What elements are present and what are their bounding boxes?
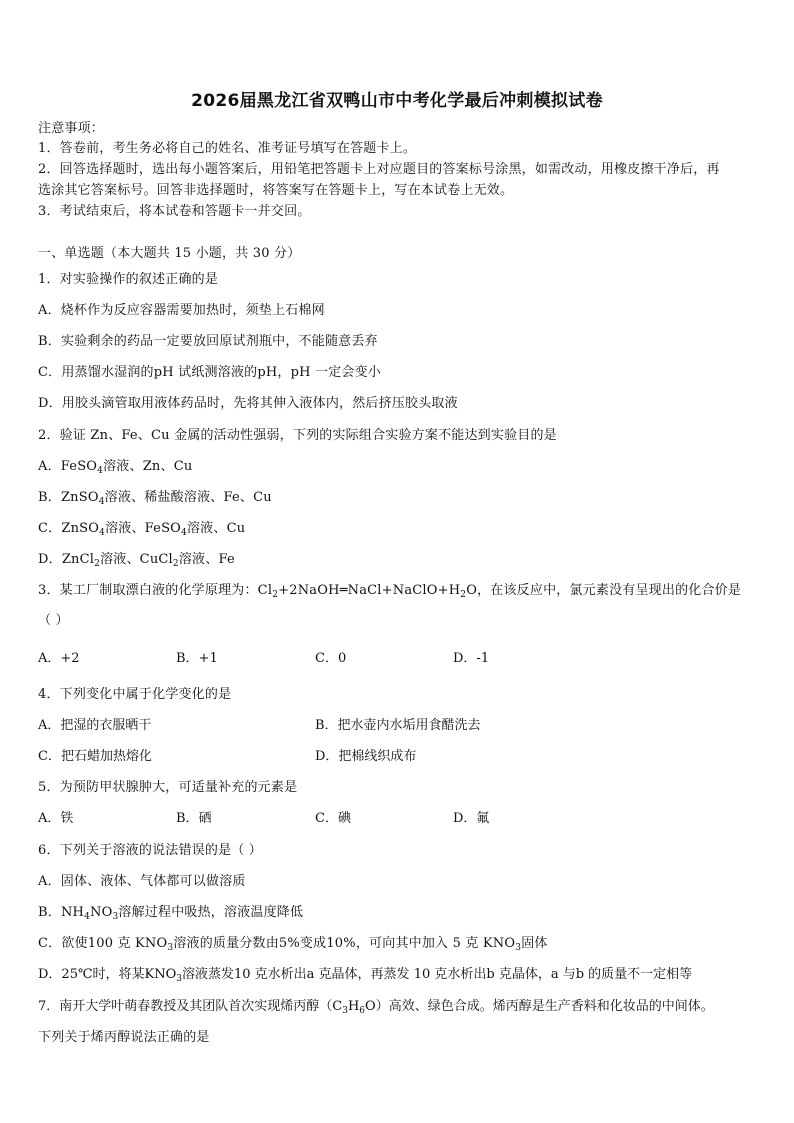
q1-option-d: D．用胶头滴管取用液体药品时，先将其伸入液体内，然后挤压胶头取液 <box>38 396 458 411</box>
q2-option-b: B．ZnSO$_4$溶液、稀盐酸溶液、Fe、Cu <box>38 490 272 507</box>
q3-option-d: D．-1 <box>453 651 490 666</box>
q3-option-c: C．0 <box>315 651 347 666</box>
q2-option-c: C．ZnSO$_4$溶液、FeSO$_4$溶液、Cu <box>38 521 246 538</box>
q3-option-b: B．+1 <box>176 651 218 666</box>
q2-stem: 2．验证 Zn、Fe、Cu 金属的活动性强弱，下列的实际组合实验方案不能达到实验目的是 <box>38 428 557 443</box>
q3-stem: 3．某工厂制取漂白液的化学原理为：$Cl_2+2NaOH═NaCl+NaClO+H_2O$，在该反应中，氯元素没有呈现出的化合价是 <box>38 583 742 600</box>
q6-stem: 6．下列关于溶液的说法错误的是（ ） <box>38 843 263 858</box>
notice-item-3: 3．考试结束后，将本试卷和答题卡一并交回。 <box>38 204 311 219</box>
page-title: 2026届黑龙江省双鸭山市中考化学最后冲刺模拟试卷 <box>191 91 603 111</box>
q1-stem: 1．对实验操作的叙述正确的是 <box>38 272 219 287</box>
notice-item-1: 1．答卷前，考生务必将自己的姓名、准考证号填写在答题卡上。 <box>38 141 417 156</box>
q6-option-c: C．欲使100 克 $KNO_3$溶液的质量分数由5%变成10%，可向其中加入 5 克 $KNO_3$固体 <box>38 936 548 953</box>
q5-option-d: D．氟 <box>453 811 490 826</box>
q3-paren: （ ） <box>38 613 69 628</box>
section-heading: 一、单选题（本大题共 15 小题，共 30 分） <box>38 246 301 261</box>
q4-option-d: D．把棉线织成布 <box>315 749 417 764</box>
q6-option-b: B．$NH_4NO_3$溶解过程中吸热，溶液温度降低 <box>38 905 304 922</box>
q4-option-b: B．把水壶内水垢用食醋洗去 <box>315 718 481 733</box>
q2-option-a: A．FeSO$_4$溶液、Zn、Cu <box>38 459 193 476</box>
q1-option-b: B．实验剩余的药品一定要放回原试剂瓶中，不能随意丢弃 <box>38 334 378 349</box>
notice-heading: 注意事项： <box>38 121 105 136</box>
q4-option-a: A．把湿的衣服晒干 <box>38 718 152 733</box>
q3-option-a: A．+2 <box>38 651 80 666</box>
q7-stem-line2: 下列关于烯丙醇说法正确的是 <box>38 1030 210 1045</box>
q2-option-d: D．ZnCl$_2$溶液、CuCl$_2$溶液、Fe <box>38 552 235 569</box>
q4-option-c: C．把石蜡加热熔化 <box>38 749 152 764</box>
q5-stem: 5．为预防甲状腺肿大，可适量补充的元素是 <box>38 780 298 795</box>
q7-stem: 7．南开大学叶萌春教授及其团队首次实现烯丙醇$(C_3H_6O)$高效、绿色合成。烯丙醇是生产香料和化妆品的中间体。 <box>38 999 714 1016</box>
q6-option-d: D．25℃时，将某$KNO_3$溶液蒸发10 克水析出a 克晶体，再蒸发 10 克水析出b 克晶体，a 与b 的质量不一定相等 <box>38 967 693 984</box>
notice-item-2-cont: 选涂其它答案标号。回答非选择题时，将答案写在答题卡上，写在本试卷上无效。 <box>38 183 514 198</box>
q6-option-a: A．固体、液体、气体都可以做溶质 <box>38 874 246 889</box>
q1-option-c: C．用蒸馏水湿润的pH 试纸测溶液的pH，pH 一定会变小 <box>38 365 381 380</box>
q5-option-c: C．碘 <box>315 811 351 826</box>
q5-option-a: A．铁 <box>38 811 74 826</box>
notice-item-2: 2．回答选择题时，选出每小题答案后，用铅笔把答题卡上对应题目的答案标号涂黑，如需改动，用橡皮擦干净后，再 <box>38 162 720 177</box>
q5-option-b: B．硒 <box>176 811 212 826</box>
q4-stem: 4．下列变化中属于化学变化的是 <box>38 687 232 702</box>
q1-option-a: A．烧杯作为反应容器需要加热时，须垫上石棉网 <box>38 303 325 318</box>
